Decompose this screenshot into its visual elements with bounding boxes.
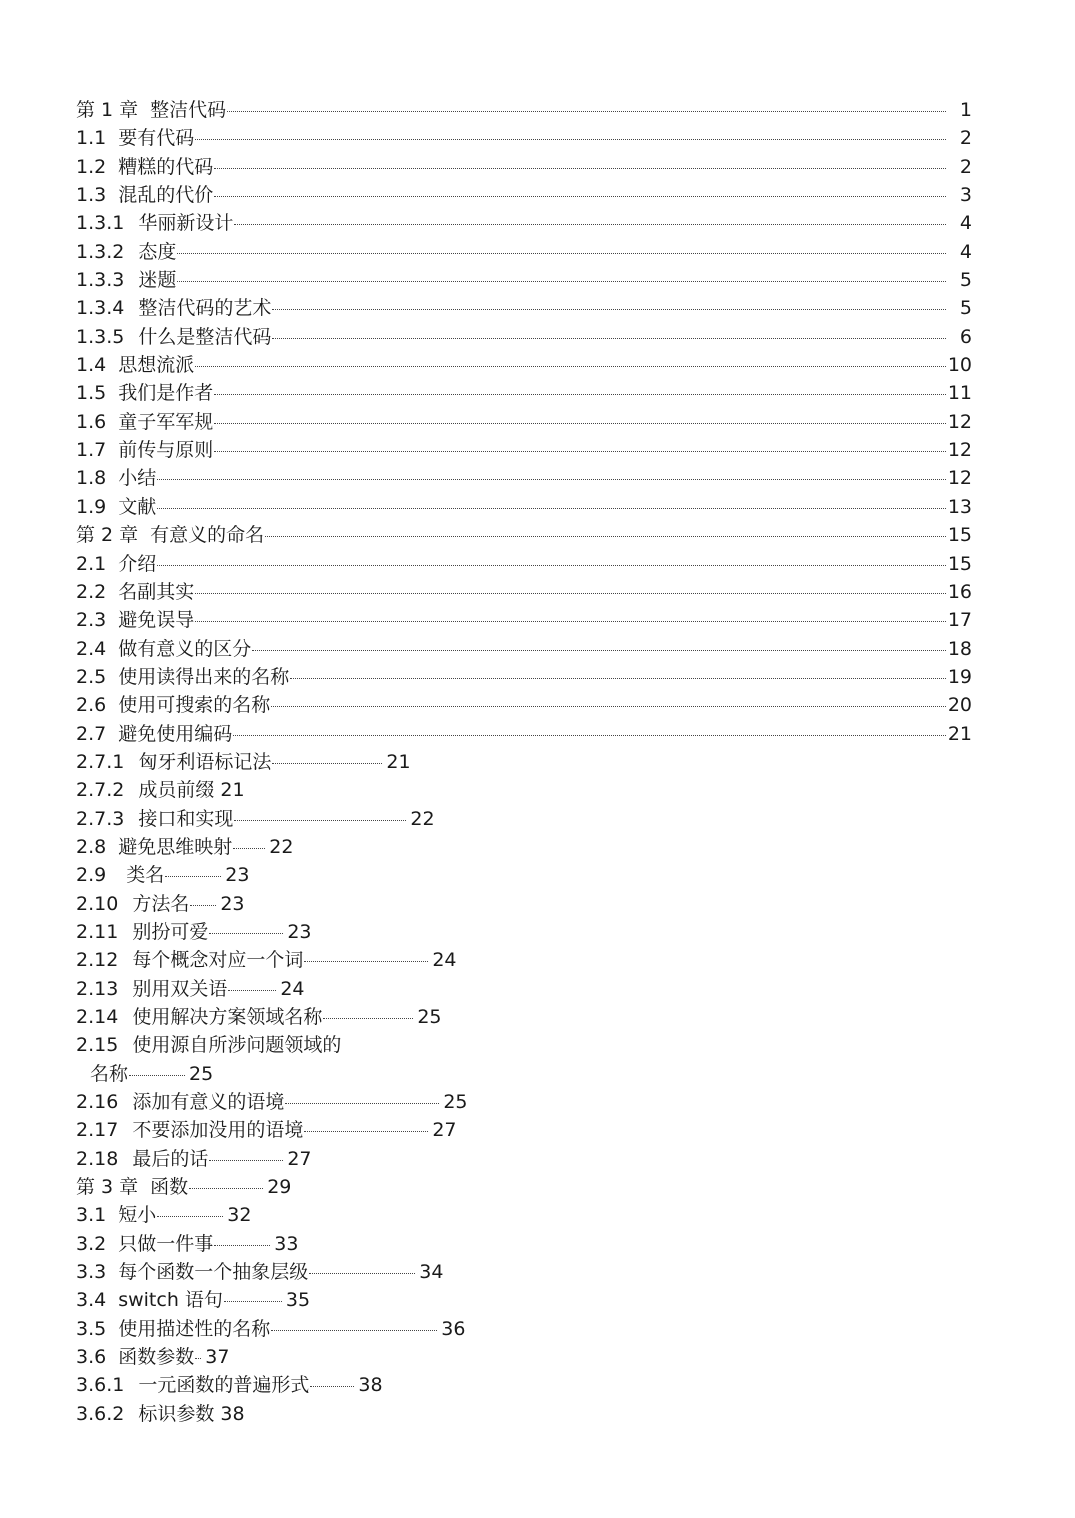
entry-number: 2.12 <box>76 949 119 972</box>
entry-page: 37 <box>205 1346 230 1369</box>
entry-title: 使用可搜索的名称 <box>118 694 271 717</box>
toc-entry[interactable] <box>76 379 972 407</box>
entry-number: 1.1 <box>76 127 107 150</box>
dot-leader <box>195 1343 201 1359</box>
entry-number: 2.7.2 <box>76 779 125 802</box>
entry-page: 25 <box>189 1062 214 1085</box>
entry-page: 4 <box>959 240 972 263</box>
entry-number: 1.8 <box>76 467 107 490</box>
entry-page: 21 <box>386 750 411 773</box>
toc-entry[interactable] <box>76 748 976 776</box>
toc-entry[interactable] <box>76 550 972 578</box>
entry-page: 25 <box>443 1091 468 1114</box>
dot-leader <box>209 918 283 934</box>
dot-leader <box>157 493 946 509</box>
toc-entry[interactable] <box>76 436 972 464</box>
entry-page: 23 <box>287 920 312 943</box>
entry-page: 2 <box>959 127 972 150</box>
dot-leader <box>323 1003 413 1019</box>
entry-title: 童子军军规 <box>118 410 214 433</box>
dot-leader <box>234 209 946 225</box>
toc-entry[interactable] <box>76 578 972 606</box>
entry-title: 函数参数 <box>118 1346 195 1369</box>
toc-entry[interactable] <box>76 975 976 1003</box>
toc-entry[interactable] <box>76 663 972 691</box>
toc-entry[interactable] <box>76 181 972 209</box>
entry-title: 名称 <box>90 1062 129 1085</box>
dot-leader <box>304 946 428 962</box>
dot-leader <box>224 1286 282 1302</box>
dot-leader <box>252 635 946 651</box>
entry-number: 1.3 <box>76 184 107 207</box>
entry-number: 3.4 <box>76 1289 107 1312</box>
entry-title: 整洁代码的艺术 <box>138 297 272 320</box>
entry-number: 3.6.1 <box>76 1374 125 1397</box>
entry-number: 1.3.3 <box>76 269 125 292</box>
entry-title: 介绍 <box>118 552 157 575</box>
toc-entry[interactable] <box>76 351 972 379</box>
entry-title: 只做一件事 <box>118 1232 214 1255</box>
entry-number: 2.7.1 <box>76 750 125 773</box>
dot-leader <box>177 266 946 282</box>
toc-entry[interactable] <box>76 890 976 918</box>
entry-title: 使用读得出来的名称 <box>118 665 290 688</box>
entry-title: 方法名 <box>132 892 190 915</box>
toc-entry[interactable] <box>76 1145 976 1173</box>
entry-title: 匈牙利语标记法 <box>138 750 272 773</box>
entry-number: 2.17 <box>76 1119 119 1142</box>
dot-leader <box>233 720 946 736</box>
entry-page: 17 <box>947 609 972 632</box>
dot-leader <box>214 181 946 197</box>
entry-number: 2.8 <box>76 835 107 858</box>
entry-title: 类名 <box>126 864 165 887</box>
dot-leader <box>272 294 946 310</box>
entry-number: 2.1 <box>76 552 107 575</box>
entry-title: 态度 <box>138 240 177 263</box>
toc-entry[interactable] <box>76 1003 976 1031</box>
dot-leader <box>265 521 946 537</box>
entry-title: 使用解决方案领域名称 <box>132 1006 323 1028</box>
entry-page: 5 <box>959 297 972 320</box>
entry-page: 15 <box>947 552 972 575</box>
dot-leader <box>214 153 946 169</box>
entry-title: 使用源自所涉问题领域的 <box>132 1034 342 1057</box>
entry-page: 13 <box>947 495 972 518</box>
entry-page: 38 <box>358 1374 383 1397</box>
entry-page: 22 <box>269 835 294 858</box>
entry-title: 华丽新设计 <box>138 212 234 235</box>
toc-entry[interactable] <box>76 323 972 351</box>
entry-number: 2.14 <box>76 1006 119 1028</box>
dot-leader <box>157 550 946 566</box>
entry-title: 混乱的代价 <box>118 184 214 207</box>
toc-entry[interactable] <box>76 918 976 946</box>
entry-title: 每个概念对应一个词 <box>132 949 304 972</box>
toc-entry[interactable] <box>76 1371 976 1399</box>
entry-number: 2.15 <box>76 1034 119 1057</box>
entry-title: 整洁代码 <box>150 99 227 121</box>
entry-page: 18 <box>947 637 972 660</box>
entry-number: 2.3 <box>76 609 107 632</box>
entry-number: 2.9 <box>76 864 107 887</box>
entry-page: 12 <box>947 439 972 462</box>
dot-leader <box>165 861 221 877</box>
table-of-contents <box>76 96 976 1428</box>
entry-title: 有意义的命名 <box>150 524 265 547</box>
entry-number: 1.6 <box>76 410 107 433</box>
entry-title: 避免误导 <box>118 609 195 632</box>
entry-page: 35 <box>285 1289 311 1312</box>
entry-page: 21 <box>947 722 972 745</box>
toc-entry[interactable] <box>76 805 976 833</box>
entry-number: 3.2 <box>76 1232 107 1255</box>
entry-page: 2 <box>959 155 972 178</box>
toc-entry[interactable] <box>76 1201 976 1229</box>
entry-number: 1.3.1 <box>76 212 125 235</box>
entry-number: 2.7 <box>76 722 107 745</box>
entry-number: 1.3.5 <box>76 325 125 348</box>
toc-entry[interactable] <box>76 153 972 181</box>
entry-number: 1.3.2 <box>76 240 125 263</box>
toc-entry[interactable] <box>76 833 976 861</box>
entry-title: switch 语句 <box>118 1289 223 1312</box>
entry-page: 25 <box>417 1006 442 1028</box>
toc-entry[interactable] <box>76 1173 976 1201</box>
entry-title: 每个函数一个抽象层级 <box>118 1261 309 1284</box>
dot-leader <box>271 1315 437 1331</box>
entry-title: 最后的话 <box>132 1147 209 1170</box>
entry-title: 标识参数 <box>138 1402 215 1425</box>
dot-leader <box>195 124 946 140</box>
dot-leader <box>189 1173 263 1189</box>
dot-leader <box>285 1088 439 1104</box>
dot-leader <box>228 975 276 991</box>
dot-leader <box>309 1258 415 1274</box>
entry-number: 3.6 <box>76 1346 107 1369</box>
dot-leader <box>214 1230 270 1246</box>
dot-leader <box>304 1116 428 1132</box>
entry-page: 23 <box>220 892 245 915</box>
entry-title: 别用双关语 <box>132 977 228 1000</box>
toc-entry[interactable] <box>76 635 972 663</box>
entry-title: 不要添加没用的语境 <box>132 1119 304 1142</box>
entry-number: 3.6.2 <box>76 1402 125 1425</box>
entry-title: 小结 <box>118 467 157 490</box>
entry-page: 24 <box>432 949 457 972</box>
entry-page: 32 <box>227 1204 252 1227</box>
entry-page: 5 <box>959 269 972 292</box>
entry-title: 别扮可爱 <box>132 920 209 943</box>
toc-entry[interactable] <box>76 1088 976 1116</box>
entry-title: 做有意义的区分 <box>118 637 252 660</box>
toc-entry[interactable] <box>76 606 972 634</box>
toc-entry[interactable] <box>76 96 972 124</box>
dot-leader <box>195 606 946 622</box>
toc-entry[interactable] <box>76 238 972 266</box>
entry-page: 15 <box>947 524 972 547</box>
entry-number: 1.3.4 <box>76 297 125 320</box>
dot-leader <box>271 691 946 707</box>
toc-entry[interactable] <box>76 720 972 748</box>
dot-leader <box>129 1060 185 1076</box>
entry-title: 我们是作者 <box>118 382 214 405</box>
entry-page: 21 <box>220 779 245 802</box>
toc-entry-continuation[interactable] <box>76 1060 976 1088</box>
toc-entry[interactable] <box>76 493 972 521</box>
entry-page: 19 <box>947 665 972 688</box>
entry-title: 思想流派 <box>118 354 195 377</box>
entry-number: 1.2 <box>76 155 107 178</box>
entry-page: 27 <box>432 1119 457 1142</box>
entry-number: 2.18 <box>76 1147 119 1170</box>
dot-leader <box>272 748 382 764</box>
toc-entry[interactable] <box>76 1031 976 1059</box>
entry-number: 3.5 <box>76 1317 107 1340</box>
entry-title: 文献 <box>118 495 157 518</box>
entry-page: 12 <box>947 467 972 490</box>
entry-number: 2.16 <box>76 1091 119 1114</box>
entry-title: 避免思维映射 <box>118 835 233 858</box>
toc-entry[interactable] <box>76 691 972 719</box>
entry-title: 成员前缀 <box>138 779 215 802</box>
entry-number: 1.9 <box>76 495 107 518</box>
dot-leader <box>214 379 946 395</box>
toc-entry[interactable] <box>76 1400 976 1428</box>
toc-entry[interactable] <box>76 209 972 237</box>
entry-page: 10 <box>947 354 972 377</box>
entry-title: 添加有意义的语境 <box>132 1091 285 1114</box>
toc-entry[interactable] <box>76 124 972 152</box>
entry-number: 3.3 <box>76 1261 107 1284</box>
toc-entry[interactable] <box>76 1230 976 1258</box>
toc-entry[interactable] <box>76 1315 976 1343</box>
dot-leader <box>190 890 216 906</box>
entry-title: 名副其实 <box>118 580 195 603</box>
entry-page: 29 <box>267 1176 292 1199</box>
entry-title: 函数 <box>150 1176 189 1199</box>
entry-title: 要有代码 <box>118 127 195 150</box>
entry-number: 1.5 <box>76 382 107 405</box>
entry-page: 1 <box>959 99 972 121</box>
entry-page: 27 <box>287 1147 312 1170</box>
entry-page: 36 <box>441 1317 466 1340</box>
entry-page: 23 <box>225 864 250 887</box>
dot-leader <box>272 323 946 339</box>
entry-title: 迷题 <box>138 269 177 292</box>
entry-page: 6 <box>959 325 972 348</box>
toc-entry[interactable] <box>76 946 976 974</box>
entry-page: 16 <box>947 580 972 603</box>
dot-leader <box>310 1371 354 1387</box>
toc-entry[interactable] <box>76 521 972 549</box>
dot-leader <box>227 96 946 112</box>
entry-page: 34 <box>419 1261 444 1284</box>
entry-title: 一元函数的普遍形式 <box>138 1374 310 1397</box>
dot-leader <box>195 351 946 367</box>
entry-page: 3 <box>959 184 972 207</box>
dot-leader <box>157 464 946 480</box>
dot-leader <box>214 436 946 452</box>
entry-title: 接口和实现 <box>138 807 234 830</box>
dot-leader <box>290 663 946 679</box>
toc-entry[interactable] <box>76 408 972 436</box>
toc-entry[interactable] <box>76 776 976 804</box>
entry-number: 2.13 <box>76 977 119 1000</box>
dot-leader <box>209 1145 283 1161</box>
toc-entry[interactable] <box>76 294 972 322</box>
entry-page: 22 <box>410 807 435 830</box>
entry-number: 第 1 章 <box>76 99 139 121</box>
entry-page: 33 <box>274 1232 299 1255</box>
entry-page: 11 <box>947 382 972 405</box>
entry-title: 糟糕的代码 <box>118 155 214 178</box>
entry-number: 第 2 章 <box>76 524 139 547</box>
entry-number: 1.4 <box>76 354 107 377</box>
entry-number: 2.5 <box>76 665 107 688</box>
entry-title: 什么是整洁代码 <box>138 325 272 348</box>
entry-number: 2.6 <box>76 694 107 717</box>
entry-number: 2.11 <box>76 920 119 943</box>
entry-number: 2.4 <box>76 637 107 660</box>
dot-leader <box>195 578 946 594</box>
entry-number: 1.7 <box>76 439 107 462</box>
entry-number: 2.2 <box>76 580 107 603</box>
toc-entry[interactable] <box>76 861 976 889</box>
entry-number: 2.7.3 <box>76 807 125 830</box>
entry-title: 使用描述性的名称 <box>118 1317 271 1340</box>
entry-page: 20 <box>947 694 972 717</box>
dot-leader <box>157 1201 223 1217</box>
dot-leader <box>214 408 946 424</box>
entry-page: 4 <box>959 212 972 235</box>
dot-leader <box>233 833 265 849</box>
entry-page: 38 <box>220 1402 245 1425</box>
entry-number: 2.10 <box>76 892 119 915</box>
entry-number: 第 3 章 <box>76 1176 139 1199</box>
dot-leader <box>177 238 946 254</box>
toc-entry[interactable] <box>76 266 972 294</box>
entry-page: 12 <box>947 410 972 433</box>
entry-number: 3.1 <box>76 1204 107 1227</box>
toc-entry[interactable] <box>76 1116 976 1144</box>
entry-title: 避免使用编码 <box>118 722 233 745</box>
toc-entry[interactable] <box>76 1258 976 1286</box>
dot-leader <box>234 805 406 821</box>
entry-title: 短小 <box>118 1204 157 1227</box>
entry-title: 前传与原则 <box>118 439 214 462</box>
toc-entry[interactable] <box>76 1343 976 1371</box>
toc-entry[interactable] <box>76 1286 976 1314</box>
entry-page: 24 <box>280 977 305 1000</box>
toc-entry[interactable] <box>76 464 972 492</box>
